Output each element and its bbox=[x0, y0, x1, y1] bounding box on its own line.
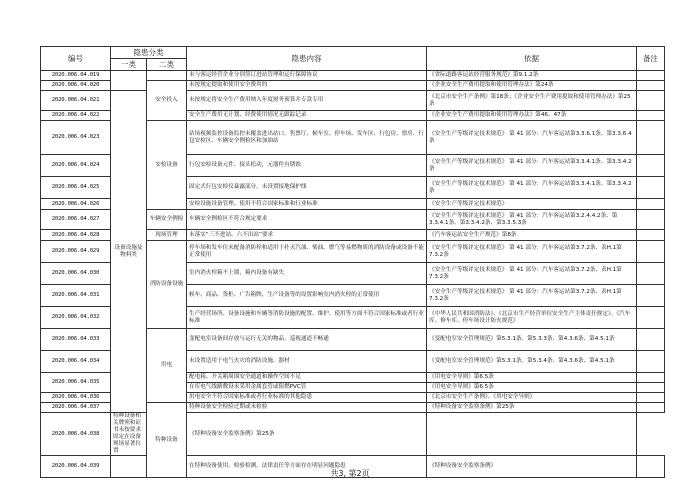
row-remark bbox=[637, 199, 665, 210]
row-basis: 《安全生产等级评定技术规范》 第 41 部分：汽车客运站第3.7.2条、表H.1第7.3.2条 bbox=[427, 263, 637, 285]
header-cat2: 二类 bbox=[147, 59, 187, 71]
row-remark bbox=[637, 230, 665, 241]
table-row bbox=[41, 413, 665, 456]
row-content: 未按规定提取和使用安全费用的 bbox=[187, 81, 427, 91]
row-basis: 《变配电室安全管理规范》第5.3.1条、第5.3.4条、第4.3.6条、第4.5.1条 bbox=[427, 351, 637, 373]
row-content: 未设置适用于电气火灾的消防设施、器材 bbox=[187, 351, 427, 373]
cat2-fire: 消防设备设施 bbox=[147, 241, 187, 329]
row-code: 2020.006.04.019 bbox=[41, 71, 111, 81]
row-code: 2020.006.04.022 bbox=[41, 111, 111, 121]
row-remark bbox=[427, 413, 637, 456]
cat2-vehicle-check: 车辆安全例检 bbox=[147, 210, 187, 230]
header-remark: 备注 bbox=[637, 47, 665, 71]
row-basis: 《安全生产等级评定技术规范》 第 41 部分：汽车客运站第3.3.4.1条、第3.3.4.2条 bbox=[427, 155, 637, 177]
row-code: 2020.006.04.035 bbox=[41, 373, 111, 393]
row-content: 生产经营场所、设备设施和车辆等消防设施的配置、维护、使用等方面不符合国家标准或者行业标准 bbox=[187, 307, 427, 329]
row-remark bbox=[637, 307, 665, 329]
row-code: 2020.006.04.026 bbox=[41, 199, 111, 210]
header-basis: 依据 bbox=[427, 47, 637, 71]
row-code: 2020.006.04.036 bbox=[41, 393, 111, 403]
row-code: 2020.006.04.024 bbox=[41, 155, 111, 177]
row-remark bbox=[637, 383, 665, 393]
row-basis: 《变配电室安全管理规范》第5.3.1条、第5.3.3条、第4.3.6条、第4.5.1条 bbox=[427, 329, 637, 351]
row-content: 室内消火栓箱不上锁，箱内设备有缺失 bbox=[187, 263, 427, 285]
row-code: 2020.006.04.031 bbox=[41, 285, 111, 307]
row-content: 用电安全不符合国家标准或者行业标准的其他隐患 bbox=[187, 393, 427, 403]
row-content: 在库电气线路敷设未采用金属套管或阻燃PVC管 bbox=[187, 383, 427, 393]
row-basis: 《安全生产等级评定技术规范》 第 41 部分：汽车客运站第3.7.2条、表H.1第7.3.2条 bbox=[427, 285, 637, 307]
row-content: 未落实“三不进站、六不出站”要求 bbox=[187, 230, 427, 241]
row-code: 2020.006.04.039 bbox=[41, 456, 111, 478]
cat1-cell-empty bbox=[111, 71, 147, 91]
row-code: 2020.006.04.032 bbox=[41, 307, 111, 329]
row-remark bbox=[637, 373, 665, 383]
cat2-special: 特种设备 bbox=[147, 403, 187, 478]
row-content: 配电箱、开关箱周围安全通道和操作空间不足 bbox=[187, 373, 427, 383]
row-content: 特种设备安全检验过期或未检验 bbox=[187, 403, 427, 413]
row-content: 固定式行包安检仪暴露部分，未设置接地保护线 bbox=[187, 177, 427, 199]
row-remark bbox=[637, 81, 665, 91]
row-basis: 《企业安全生产费用提取和使用管理办法》第46、47条 bbox=[427, 111, 637, 121]
row-remark bbox=[637, 393, 665, 403]
row-basis: 《特种设备安全监察条例》第25条 bbox=[187, 413, 427, 456]
row-remark bbox=[637, 91, 665, 111]
row-basis: 《安全生产等级评定技术规范》 第 41 部分：汽车客运站第3.3.6.1条、第3.3.6.4条 bbox=[427, 121, 637, 155]
row-code: 2020.006.04.029 bbox=[41, 241, 111, 263]
row-content: 特种设备相关牌照和证书未按要求固定在设备现场显著位置 bbox=[111, 413, 147, 456]
row-content: 站场视频监控设备监控未覆盖进出站口、售票厅、候车室、停车场、发车区、行包房、票房、行包安检区、车辆安全例检区和加油站 bbox=[187, 121, 427, 155]
hazard-table bbox=[40, 46, 665, 478]
row-basis: 《安全生产等级评定技术规范》 第 41 部分：汽车客运站第3.7.2条、表H.1第7.3.2条 bbox=[427, 241, 637, 263]
row-code: 2020.006.04.023 bbox=[41, 121, 111, 155]
row-remark bbox=[637, 285, 665, 307]
row-basis: 《省际道路客运站经营服务规范》第9.1.2条 bbox=[427, 71, 637, 81]
row-remark bbox=[637, 210, 665, 230]
row-code: 2020.006.04.030 bbox=[41, 263, 111, 285]
row-remark bbox=[637, 329, 665, 351]
row-code: 2020.006.04.037 bbox=[41, 403, 111, 413]
row-code: 2020.006.04.034 bbox=[41, 351, 111, 373]
row-remark bbox=[637, 403, 665, 413]
row-content: 未按规定将安全生产费用纳入年度财务预算并专款专用 bbox=[187, 91, 427, 111]
row-content: 停车场和发车位未配备消防栓和适用于扑灭汽油、柴油、燃气等易燃物质的消防设备或设备不能正常使用 bbox=[187, 241, 427, 263]
cat2-site-mgmt: 现场管理 bbox=[147, 230, 187, 241]
row-remark bbox=[637, 177, 665, 199]
row-content: 安全生产费用无计划、经费使用情况无跟踪记录 bbox=[187, 111, 427, 121]
row-remark bbox=[637, 263, 665, 285]
row-basis: 《中华人民共和国消防法》、《北京市生产经营单位安全生产主体责任规定》、《汽车库、修车库、停车场设计防火规范》 bbox=[427, 307, 637, 329]
row-remark bbox=[637, 351, 665, 373]
row-remark bbox=[637, 121, 665, 155]
row-basis: 《安全生产等级评定技术规范》 bbox=[427, 199, 637, 210]
header-content: 隐患内容 bbox=[187, 47, 427, 71]
row-content: 安检设施设备管理、使用不符合国家标准和行业标准 bbox=[187, 199, 427, 210]
row-basis: 《特种设备安全监察条例》第25条 bbox=[427, 403, 637, 413]
row-basis: 《企业安全生产费用提取和使用管理办法》第24条 bbox=[427, 81, 637, 91]
row-remark bbox=[637, 241, 665, 263]
row-remark bbox=[637, 71, 665, 81]
row-basis: 《用电安全导则》第6.5条 bbox=[427, 383, 637, 393]
row-remark bbox=[637, 155, 665, 177]
row-code: 2020.006.04.021 bbox=[41, 91, 111, 111]
table-row bbox=[41, 91, 665, 111]
cat1-facilities: 设备设施及物料类 bbox=[111, 91, 147, 413]
header-code: 编号 bbox=[41, 47, 111, 71]
row-content: 变配电室设备间存放与运行无关的物品，巡视通道不畅通 bbox=[187, 329, 427, 351]
cat2-safety-input: 安全投入 bbox=[147, 81, 187, 121]
row-content: 未与客运经营企业分别签订进站管理和运行保障协议 bbox=[187, 71, 427, 81]
row-basis: 《汽车客运站安全生产规范》第8条 bbox=[427, 230, 637, 241]
row-basis: 《用电安全导则》第6.5条 bbox=[427, 373, 637, 383]
row-basis: 《安全生产等级评定技术规范》 第 41 部分：汽车客运站第3.3.4.1条、第3.3.4.2条 bbox=[427, 177, 637, 199]
row-content: 车辆安全例检区不符合规定要求 bbox=[187, 210, 427, 230]
header-cat1: 一类 bbox=[111, 59, 147, 71]
row-content: 候车、商品、货柜、广告箱牌，生产设备等的设置影响室内消火栓的正常使用 bbox=[187, 285, 427, 307]
row-basis: 《北京市安全生产条例》第18条；《企业安全生产费用提取和使用管理办法》第25条 bbox=[427, 91, 637, 111]
row-content: 行包安检设备元件、接头松动，元器件有锈蚀 bbox=[187, 155, 427, 177]
cat2-electric: 用电 bbox=[147, 329, 187, 403]
cat2-cell-empty bbox=[147, 71, 187, 81]
row-code: 2020.006.04.027 bbox=[41, 210, 111, 230]
row-content: 在特种设备使用、检验检测、法律责任等方面存在明显问题隐患 bbox=[187, 456, 427, 478]
row-remark bbox=[637, 111, 665, 121]
row-code: 2020.006.04.033 bbox=[41, 329, 111, 351]
row-basis: 《特种设备安全监察条例》 bbox=[427, 456, 637, 478]
table-row bbox=[41, 71, 665, 81]
header-category: 隐患分类 bbox=[111, 47, 187, 59]
row-code: 2020.006.04.025 bbox=[41, 177, 111, 199]
row-code: 2020.006.04.020 bbox=[41, 81, 111, 91]
row-basis: 《安全生产等级评定技术规范》 第 41 部分：汽车客运站第3.2.4.4.2条、第3.3.4.1条、第3.3.4.2条、第3.3.5.3条 bbox=[427, 210, 637, 230]
cat2-security-check: 安检设备 bbox=[147, 121, 187, 210]
row-code: 2020.006.04.038 bbox=[41, 413, 111, 456]
row-basis: 《北京市安全生产条例》、《用电安全导则》 bbox=[427, 393, 637, 403]
page-footer: 共3, 第2页 bbox=[330, 469, 370, 478]
row-code: 2020.006.04.028 bbox=[41, 230, 111, 241]
